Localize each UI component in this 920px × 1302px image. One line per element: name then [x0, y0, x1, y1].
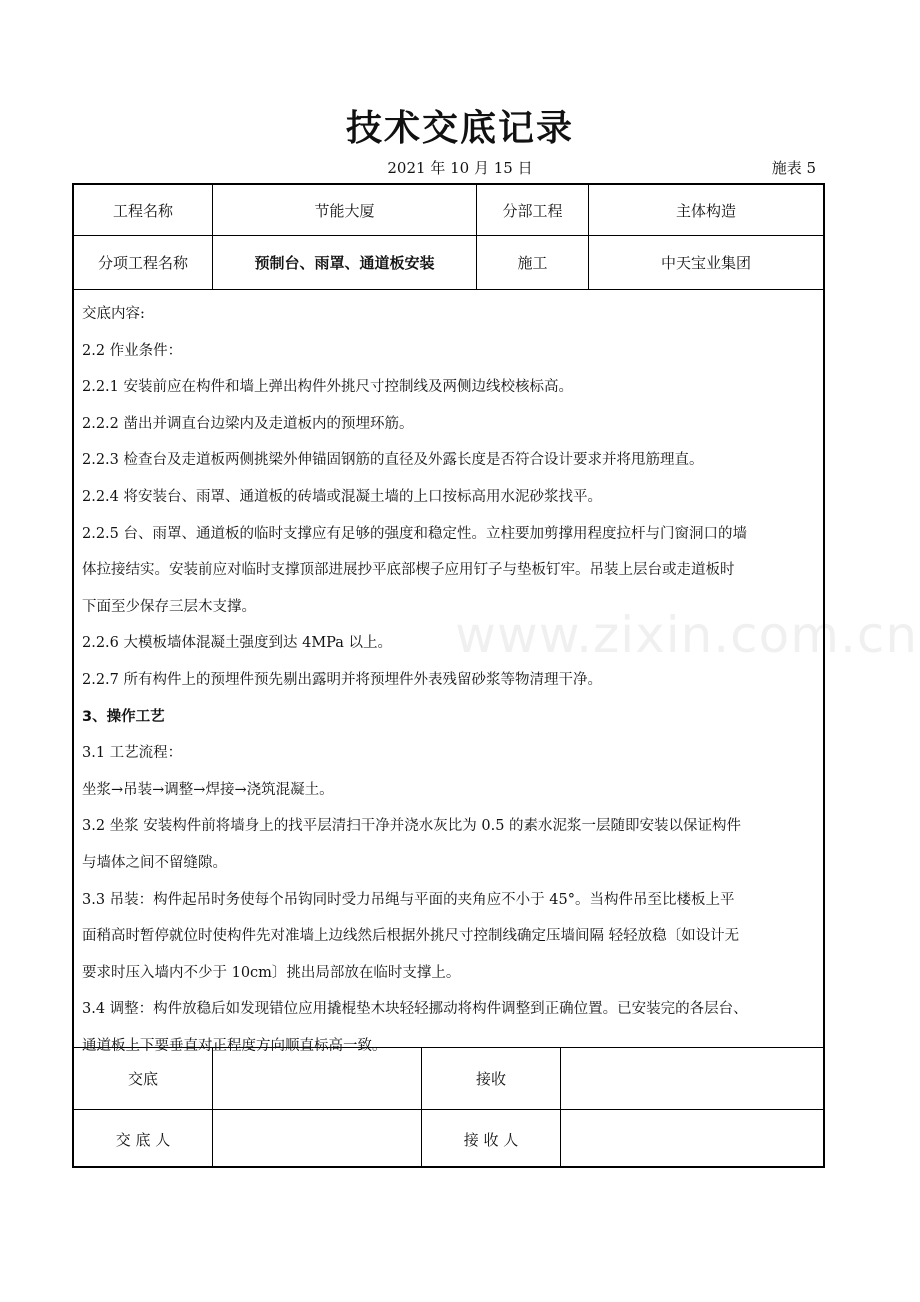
receive-signature-field: [561, 1048, 823, 1109]
division-value: 主体构造: [675, 201, 736, 220]
content-line: 3.1 工艺流程：: [82, 745, 183, 762]
sub-item-label: 分项工程名称: [74, 236, 213, 289]
signature-row-person: [74, 1110, 823, 1168]
content-line: 2.2.6 大模板墙体混凝土强度到达 4MPa 以上。: [82, 635, 393, 652]
sub-item-value: 预制台、雨罩、通道板安装: [213, 236, 477, 289]
content-line: 3.4 调整：构件放稳后如发现错位应用撬棍垫木块轻轻挪动将构件调整到正确位置。已安装完的各层台、: [82, 1001, 748, 1018]
content-line: 2.2.3 检查台及走道板两侧挑梁外伸锚固钢筋的直径及外露长度是否符合设计要求并将甩筋理直。: [82, 452, 704, 469]
content-line: 3.3 吊装：构件起吊时务使每个吊钩同时受力吊绳与平面的夹角应不小于 45°。当构件吊至比楼板上平: [82, 891, 735, 908]
receive-person-field: [561, 1110, 823, 1168]
contractor-value: 中天宝业集团: [660, 254, 751, 272]
content-line: 通道板上下要垂直对正程度方向顺直标高一致。: [82, 1037, 387, 1054]
handover-person-field: [213, 1110, 422, 1168]
division-label: 分部工程: [477, 185, 589, 235]
content-line: 体拉接结实。安装前应对临时支撑顶部进展抄平底部楔子应用钉子与垫板钉牢。吊装上层台或走道板时: [82, 562, 735, 579]
content-line: 2.2.7 所有构件上的预埋件预先剔出露明并将预埋件外表残留砂浆等物清理干净。: [82, 671, 603, 688]
content-line: 2.2.4 将安装台、雨罩、通道板的砖墙或混凝土墙的上口按标高用水泥砂浆找平。: [82, 488, 603, 505]
content-line: 要求时压入墙内不少于 10cm〕挑出局部放在临时支撑上。: [82, 964, 461, 981]
contractor-label: 施工: [477, 236, 589, 289]
header-row-item: [74, 236, 823, 290]
content-line: 交底内容:: [82, 306, 145, 322]
content-line: 2.2.2 凿出并调直台边梁内及走道板内的预埋环筋。: [82, 415, 414, 432]
receive-label: 接收: [422, 1048, 561, 1109]
content-line: 3.2 坐浆 安装构件前将墙身上的找平层清扫干净并浇水灰比为 0.5 的素水泥浆一层随即安装以保证构件: [82, 818, 742, 835]
receive-person-label: 接 收 人: [422, 1110, 561, 1168]
section-heading: 3、操作工艺: [82, 708, 165, 725]
watermark-text: www.zixin.com.cn: [455, 606, 919, 664]
document-date: 2021 年 10 月 15 日: [387, 159, 533, 177]
project-name-label: 工程名称: [74, 185, 213, 235]
content-line: 2.2 作业条件：: [82, 342, 183, 359]
signature-row-handover: [74, 1048, 823, 1110]
handover-signature-field: [213, 1048, 422, 1109]
content-line: 2.2.1 安装前应在构件和墙上弹出构件外挑尺寸控制线及两侧边线校核标高。: [82, 379, 574, 396]
handover-content: [74, 290, 823, 1054]
form-number: 施表 5: [771, 159, 816, 177]
content-line: 坐浆→吊装→调整→焊接→浇筑混凝土。: [82, 781, 334, 798]
content-line: 面稍高时暂停就位时使构件先对准墙上边线然后根据外挑尺寸控制线确定压墙间隔 轻轻放稳〔如设计无: [82, 928, 740, 945]
content-line: 与墙体之间不留缝隙。: [82, 854, 227, 871]
record-table: [72, 183, 825, 1168]
document-title: 技术交底记录: [345, 108, 574, 149]
project-name-value: 节能大厦: [213, 185, 477, 235]
handover-label: 交底: [74, 1048, 213, 1109]
content-line: 2.2.5 台、雨罩、通道板的临时支撑应有足够的强度和稳定性。立柱要加剪撑用程度拉杆与门窗洞口的墙: [82, 525, 747, 542]
handover-person-label: 交 底 人: [74, 1110, 213, 1168]
content-line: 下面至少保存三层木支撑。: [82, 598, 256, 615]
header-row-project: [74, 185, 823, 236]
